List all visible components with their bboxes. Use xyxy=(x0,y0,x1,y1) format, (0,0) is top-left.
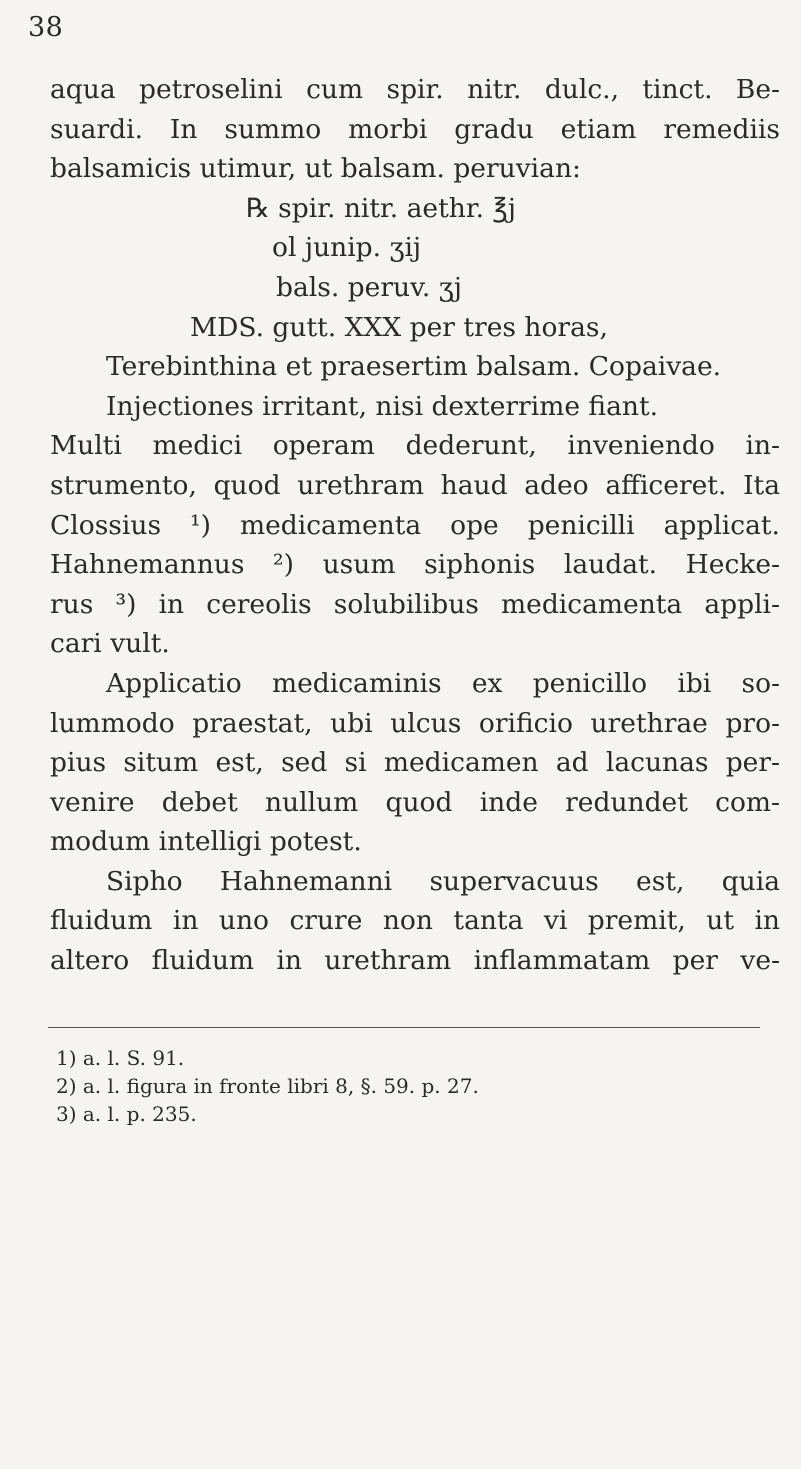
footnote-rule xyxy=(48,1027,760,1028)
page-number: 38 xyxy=(28,12,64,43)
text-line: Sipho Hahnemanni supervacuus est, quia xyxy=(106,865,780,897)
text-line: fluidum in uno crure non tanta vi premit, ut in xyxy=(50,905,780,937)
text-line: Hahnemannus ²) usum siphonis laudat. Hecke- xyxy=(50,549,780,581)
text-line: cari vult. xyxy=(50,628,170,660)
text-line: lummodo praestat, ubi ulcus orificio urethrae pro- xyxy=(50,707,780,739)
body-text xyxy=(50,70,780,981)
footnotes xyxy=(56,1044,616,1128)
footnote-3: 3) a. l. p. 235. xyxy=(56,1102,197,1126)
recipe-line: ℞ spir. nitr. aethr. ℥j xyxy=(246,192,516,224)
text-line: modum intelligi potest. xyxy=(50,826,362,858)
text-line: strumento, quod urethram haud adeo afficeret. Ita xyxy=(50,469,780,501)
text-line: venire debet nullum quod inde redundet com- xyxy=(50,786,780,818)
text-line: balsamicis utimur, ut balsam. peruvian: xyxy=(50,153,581,185)
text-line: Clossius ¹) medicamenta ope penicilli applicat. xyxy=(50,509,780,541)
text-line: Applicatio medicaminis ex penicillo ibi so- xyxy=(106,667,780,699)
recipe-line: bals. peruv. ʒj xyxy=(276,271,462,303)
text-line: aqua petroselini cum spir. nitr. dulc., tinct. Be- xyxy=(50,74,780,105)
footnote-1: 1) a. l. S. 91. xyxy=(56,1046,185,1070)
text-line: Injectiones irritant, nisi dexterrime fiant. xyxy=(106,390,659,422)
footnote-2: 2) a. l. figura in fronte libri 8, §. 59. p. 27. xyxy=(56,1074,479,1098)
text-line: suardi. In summo morbi gradu etiam remediis xyxy=(50,113,780,145)
text-line: Terebinthina et praesertim balsam. Copaivae. xyxy=(106,351,722,383)
recipe-line: ol junip. ʒij xyxy=(272,232,422,264)
text-line: altero fluidum in urethram inflammatam per ve- xyxy=(50,945,780,977)
text-line: Multi medici operam dederunt, inveniendo in- xyxy=(50,430,780,462)
text-line: pius situm est, sed si medicamen ad lacunas per- xyxy=(50,747,780,779)
text-line: rus ³) in cereolis solubilibus medicamenta appli- xyxy=(50,588,780,620)
recipe-signature: MDS. gutt. XXX per tres horas, xyxy=(190,311,608,343)
